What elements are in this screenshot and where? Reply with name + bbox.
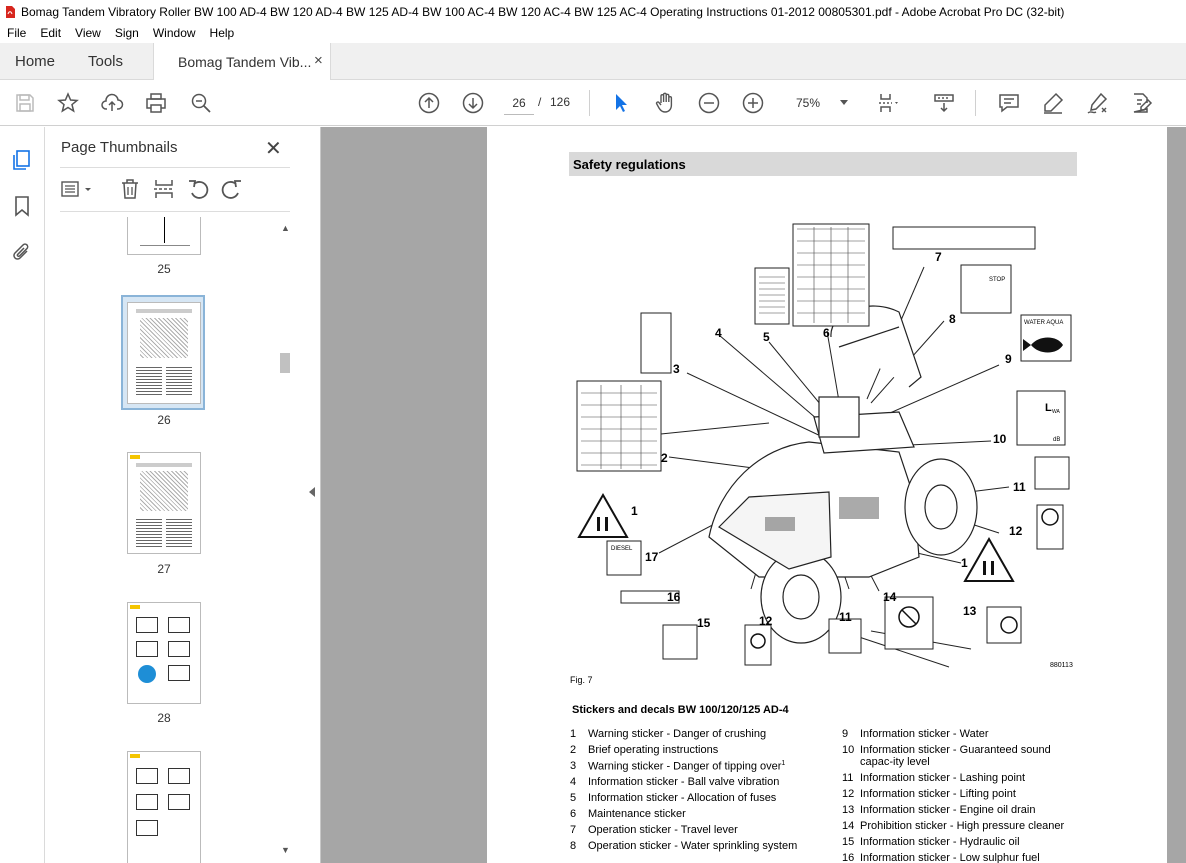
page-number-input[interactable]: 26 xyxy=(504,91,534,115)
thumbnail-label: 25 xyxy=(157,262,171,276)
page-thumbnails-icon[interactable] xyxy=(11,149,33,171)
toolbar-divider xyxy=(589,90,590,116)
menu-help[interactable]: Help xyxy=(209,26,235,40)
highlight-pen-icon[interactable] xyxy=(1041,91,1065,115)
tab-tools[interactable]: Tools xyxy=(88,53,124,70)
callout-5: 5 xyxy=(763,330,770,344)
page-thumbnail[interactable] xyxy=(127,217,201,255)
sticker-diagram xyxy=(569,217,1077,677)
rotate-counterclockwise-icon[interactable] xyxy=(186,177,210,201)
zoom-level-value: 75% xyxy=(796,96,821,110)
callout-10: 10 xyxy=(993,432,1007,446)
search-zoom-icon[interactable] xyxy=(189,91,213,115)
zoom-level-select[interactable] xyxy=(787,91,853,115)
callout-17: 17 xyxy=(645,550,659,564)
divider xyxy=(60,211,290,212)
thumbnail-label: 28 xyxy=(157,711,171,725)
chevron-down-icon xyxy=(840,100,848,105)
figure-code: 880113 xyxy=(1050,662,1073,669)
sticker-lwa-sub: WA xyxy=(1052,409,1060,415)
document-view[interactable] xyxy=(321,127,1186,863)
footnote-marker: 1 xyxy=(781,760,786,767)
section-header xyxy=(569,152,1077,176)
callout-4: 4 xyxy=(715,326,722,340)
menu-window[interactable]: Window xyxy=(152,26,196,40)
insert-page-icon[interactable] xyxy=(152,177,176,201)
callout-3: 3 xyxy=(673,362,680,376)
thumbnails-toolbar xyxy=(60,175,290,203)
bookmark-icon[interactable] xyxy=(11,195,33,217)
page-thumbnail[interactable] xyxy=(127,751,201,863)
thumbnail-label: 26 xyxy=(157,413,171,427)
divider xyxy=(60,167,290,168)
fit-page-icon[interactable] xyxy=(876,91,900,115)
hand-tool-icon[interactable] xyxy=(653,91,677,115)
page-thumbnail-current[interactable] xyxy=(127,302,201,404)
pdf-page: Safety regulations 1 2 3 4 5 6 7 8 9 10 11 12 13 14 15 16 17 1 11 12 WATER AQUA STOP DIESEL dB L WA 880113 Fig. 7 Stickers and decals BW 100/120/125 AD-4 1 Warning sticker - Danger of crushing 2 Brief operating instructions 3 Warning sticker - Danger of tipping over$^1$ 4 Information sticker - Ball valve vibration 5 Information sticker - Allocation of fuses 6 Maintenance sticker 7 Operation sticker - Travel lever 8 Operation sticker - Water sprinkling system 9 Information sticker - Water 10 Information sticker - Guaranteed sound capac-ity level 11 Information sticker - Lashing point 12 Information sticker - Lifting point 13 Information sticker - Engine oil drain 14 Prohibition sticker - High pressure cleaner 15 Information sticker - Hydraulic oil 16 Information sticker - Low sulphur fuel xyxy=(487,127,1167,863)
menu-view[interactable]: View xyxy=(75,26,101,40)
zoom-in-icon[interactable] xyxy=(741,91,765,115)
sticker-list-title: Stickers and decals BW 100/120/125 AD-4 xyxy=(572,704,789,716)
sticker-water-label: WATER AQUA xyxy=(1024,320,1064,326)
sticker-stop-label: STOP xyxy=(989,277,1006,283)
window-title: Bomag Tandem Vibratory Roller BW 100 AD-4 BW 120 AD-4 BW 125 AD-4 BW 100 AC-4 BW 120 AC-4 BW 125 AC-4 Operating Instructions 01-2012 00805301.pdf - Adobe Acrobat Pro DC (32-bit) xyxy=(21,4,1065,19)
bookmark-star-icon[interactable] xyxy=(56,91,80,115)
callout-13: 13 xyxy=(963,604,977,618)
title-bar xyxy=(0,0,1186,23)
callout-9: 9 xyxy=(1005,352,1012,366)
delete-page-icon[interactable] xyxy=(118,177,142,201)
page-total: 126 xyxy=(550,95,571,109)
sticker-db-label: dB xyxy=(1053,437,1061,443)
callout-12b: 12 xyxy=(759,614,773,628)
save-icon[interactable] xyxy=(13,91,37,115)
left-rail xyxy=(0,127,45,863)
close-panel-button[interactable]: ✕ xyxy=(265,138,282,160)
thumbnail-options-icon[interactable] xyxy=(60,177,96,201)
print-icon[interactable] xyxy=(144,91,168,115)
attachment-icon[interactable] xyxy=(11,241,33,263)
figure-caption: Fig. 7 xyxy=(570,675,593,685)
callout-11b: 11 xyxy=(839,610,852,624)
next-page-icon[interactable] xyxy=(461,91,485,115)
scroll-up-icon[interactable]: ▲ xyxy=(281,223,290,233)
select-cursor-icon[interactable] xyxy=(609,91,633,115)
toolbar-divider xyxy=(975,90,976,116)
page-thumbnail[interactable] xyxy=(127,452,201,554)
tab-bar xyxy=(0,43,1186,80)
tab-document-label: Bomag Tandem Vib... xyxy=(178,54,312,70)
menu-edit[interactable]: Edit xyxy=(40,26,62,40)
callout-8: 8 xyxy=(949,312,956,326)
callout-12: 12 xyxy=(1009,524,1023,538)
callout-14: 14 xyxy=(883,590,897,604)
acrobat-pdf-icon xyxy=(5,6,15,18)
callout-6: 6 xyxy=(823,326,830,340)
callout-1b: 1 xyxy=(961,556,968,570)
section-header-text: Safety regulations xyxy=(573,157,686,172)
thumbnail-label: 27 xyxy=(157,562,171,576)
edit-pdf-icon[interactable] xyxy=(1129,91,1153,115)
sticker-diesel-label: DIESEL xyxy=(611,546,633,552)
menu-file[interactable]: File xyxy=(7,26,27,40)
callout-7: 7 xyxy=(935,250,942,264)
page-thumbnails-panel xyxy=(45,127,321,863)
callout-2: 2 xyxy=(661,451,668,465)
upload-cloud-icon[interactable] xyxy=(100,91,124,115)
page-thumbnail[interactable] xyxy=(127,602,201,704)
comment-icon[interactable] xyxy=(997,91,1021,115)
callout-16: 16 xyxy=(667,590,681,604)
tab-document[interactable] xyxy=(153,43,331,81)
main-toolbar xyxy=(0,80,1186,126)
sticker-lwa-label: L xyxy=(1045,402,1052,414)
previous-page-icon[interactable] xyxy=(417,91,441,115)
scrollbar-thumb[interactable] xyxy=(280,353,290,373)
scroll-mode-icon[interactable] xyxy=(932,91,956,115)
callout-11: 11 xyxy=(1013,480,1026,494)
collapse-panel-arrow-icon[interactable] xyxy=(309,487,315,497)
scroll-down-icon[interactable]: ▼ xyxy=(281,845,290,855)
zoom-out-icon[interactable] xyxy=(697,91,721,115)
menu-sign[interactable]: Sign xyxy=(114,26,139,40)
page-separator: / xyxy=(538,95,542,109)
tab-close-button[interactable]: × xyxy=(314,52,323,69)
menu-bar xyxy=(0,23,1186,43)
thumbnails-scrollbar[interactable] xyxy=(278,217,292,863)
tab-home[interactable]: Home xyxy=(15,53,56,70)
callout-1: 1 xyxy=(631,504,638,518)
sign-pen-icon[interactable] xyxy=(1085,91,1109,115)
callout-15: 15 xyxy=(697,616,711,630)
thumbnails-panel-title: Page Thumbnails xyxy=(61,139,178,156)
rotate-clockwise-icon[interactable] xyxy=(220,177,244,201)
